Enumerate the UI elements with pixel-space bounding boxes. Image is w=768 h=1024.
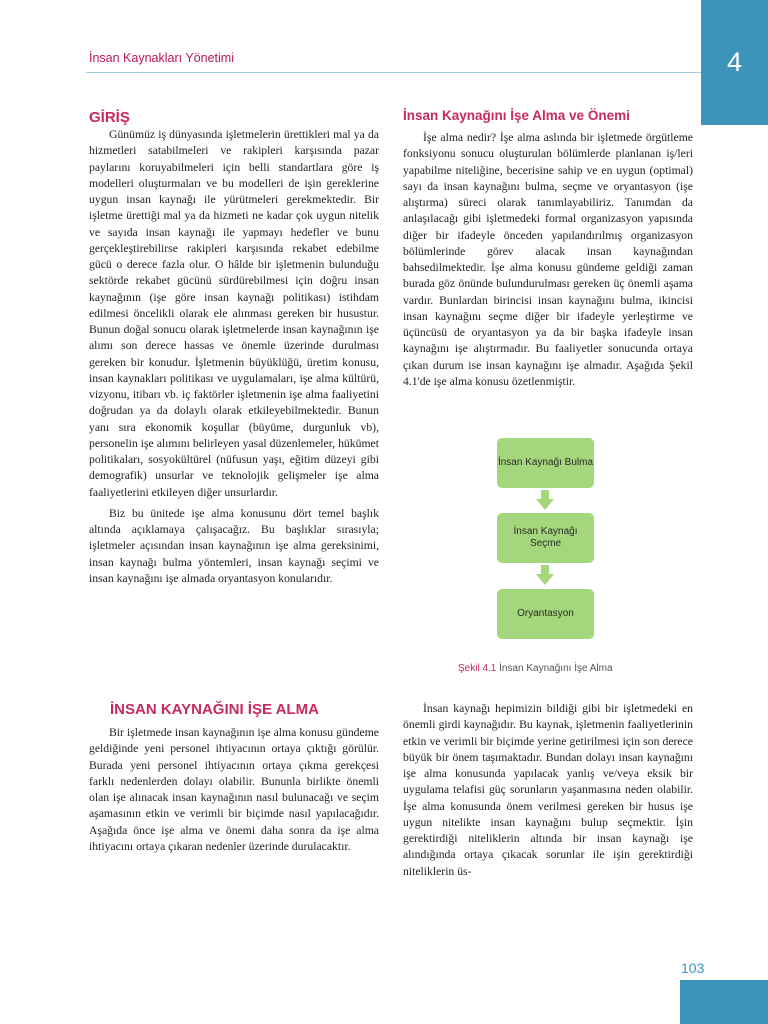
right-intro — [403, 130, 693, 390]
figure-caption-text: İnsan Kaynağını İşe Alma — [499, 663, 613, 674]
figure-caption-label: Şekil 4.1 — [458, 663, 497, 674]
book-title: İnsan Kaynakları Yönetimi — [89, 51, 234, 65]
giris-paragraph-2: Biz bu ünitede işe alma konusunu dört temel başlık altında açıklamaya çalışacağız. Bu başlıklar sırasıyla; işletmeler açısından insan kaynağının işe alma gereksinimi, insan kaynağı bulma yöntemleri, insan kaynağı seçimi ve insan kaynağını işe almada oryantasyon konularıdır. — [89, 506, 379, 585]
flow-step-secme: İnsan Kaynağı Seçme — [497, 513, 594, 563]
heading-insan-kaynagini-ise-alma-ve-onemi: İnsan Kaynağını İşe Alma ve Önemi — [403, 108, 630, 123]
right-paragraph-1: İşe alma nedir? İşe alma aslında bir işletmede örgütleme fonksiyonu sonucu oluşturulan bölümlerde planlanan iş/leri yapabilme niteliğine, becerisine sahip ve en uygun (optimal) sayı da insan kaynağını bulma, seçme ve oryantasyon (işe alıştırma) süreci olarak tanımlayabiliriz. Tanımdan da anlaşılacağı gibi işletmedeki formal organizasyon yapısında diğer bir ifadeyle önceden yapılandırılmış organizasyon bölümlerinde görev alacak insan kaynağından bahsedilmektedir. İşe alma konusu gündeme geldiği zaman burada göz önünde bulundurulması gereken üç önemli aşama vardır. Bunlardan birincisi insan kaynağını bulma, ikincisi insan kaynağını seçme diğer bir ifadeyle yerleştirme ve üçüncüsü de oryantasyon ya da bir başka ifadeyle insan kaynağını işe alıştırmadır. Bu faaliyetler sonucunda ortaya çıkan durum ise insan kaynağını işe almadır. Aşağıda Şekil 4.1'de işe alma konusu özetlenmiştir. — [403, 131, 693, 388]
chapter-tab — [701, 0, 768, 125]
heading-giris: GİRİŞ — [89, 109, 130, 126]
chapter-number: 4 — [726, 47, 743, 77]
header-rule — [86, 72, 701, 73]
page-number: 103 — [681, 960, 705, 976]
ise-alma-section — [89, 725, 379, 855]
flow-arrow-1 — [535, 490, 555, 510]
giris-section — [89, 127, 379, 587]
flow-arrow-2 — [535, 565, 555, 585]
page-tab — [680, 980, 768, 1024]
heading-ise-alma: İNSAN KAYNAĞINI İŞE ALMA — [110, 701, 319, 718]
ise-alma-paragraph-1: Bir işletmede insan kaynağının işe alma konusu gündeme geldiğinde yeni personel ihtiyacının ortaya çıktığı görülür. Burada yeni personel ihtiyacının ortaya çıkma gerekçesi farklı nedenlerden dolayı olabilir. Bununla birlikte önemli olan işe alınacak insan kaynağının nasıl bulunacağı ve seçim aşamasının etkin ve verimli bir biçimde nasıl yapılacağıdır. Aşağıda önce işe alma ve önemi daha sonra da işe alma ihtiyacını ortaya çıkaran nedenler üzerinde durulacaktır. — [89, 726, 379, 853]
figure-caption — [458, 663, 613, 674]
right-paragraph-2: İnsan kaynağı hepimizin bildiği gibi bir işletmedeki en önemli girdi kaynağıdır. Bu kaynak, işletmenin faaliyetlerinin etkin ve verimli bir biçimde yerine getirilmesi için son derece büyük bir önem taşımaktadır. Bundan dolayı insan kaynağını işe alma konusunda yapılacak yanlış ve/veya eksik bir uygulama telafisi güç sorunların yaşanmasına neden olabilir. İşe alma konusunda önem verilmesi gereken bir husus işe uygun nitelikte insan kaynağını bulup seçmektir. İşin gerektirdiği niteliklerin altında bir insan kaynağı işe alındığında ortaya çıkacak sorunlar ile işin gerektirdiği niteliklerin üs- — [403, 702, 693, 878]
flow-step-bulma: İnsan Kaynağı Bulma — [497, 438, 594, 488]
right-body — [403, 701, 693, 880]
giris-paragraph-1: Günümüz iş dünyasında işletmelerin ürettikleri mal ya da hizmetleri satabilmeleri ve rakipleri karşısında pazar paylarını koruyabilmeleri için belli standartlara göre iş modelleri oluşturmaları ve bu modelleri de işin gereklerine uygun insan kaynağı ile yürütmeleri gerekmektedir. Bir işletme ürettiği mal ya da hizmeti ne kadar çok uygun nitelik ve sayıda insan kaynağı ile yapmayı hedefler ve bunu gerçekleştirebilirse rakipleri karşısında rekabet edebilme gücü o derece fazla olur. O hâlde bir işletmenin bulunduğu sektörde rekabet gücünü sürdürebilmesi için doğru insan kaynağının (işe göre insan kaynağı politikası) istihdam edilmesi öncelikli olarak ele alınması gereken bir husustur. Bunun doğal sonucu olarak işletmelerde insan kaynağının işe alımı son derece hassas ve önemle üzerinde durulması gereken bir konudur. İşletmenin büyüklüğü, üretim konusu, insan kaynakları politikası ve uygulamaları, işe alma kültürü, vizyonu, itibarı vb. iç faktörler işletmenin işe alma faaliyetini doğrudan ya da dolaylı olarak etkileyebilmektedir. Bunun yanı sıra ekonomik koşullar (büyüme, durgunluk vb), personelin işe alımını belirleyen yasal düzenlemeler, hükümet politikaları, sosyokültürel (nüfusun yaşı, eğitim düzeyi gibi demografik) unsurlar ve teknolojik gelişmeler işe alma faaliyetlerini etkileyen diğer unsurlardır. — [89, 128, 379, 499]
flow-step-oryantasyon: Oryantasyon — [497, 589, 594, 639]
